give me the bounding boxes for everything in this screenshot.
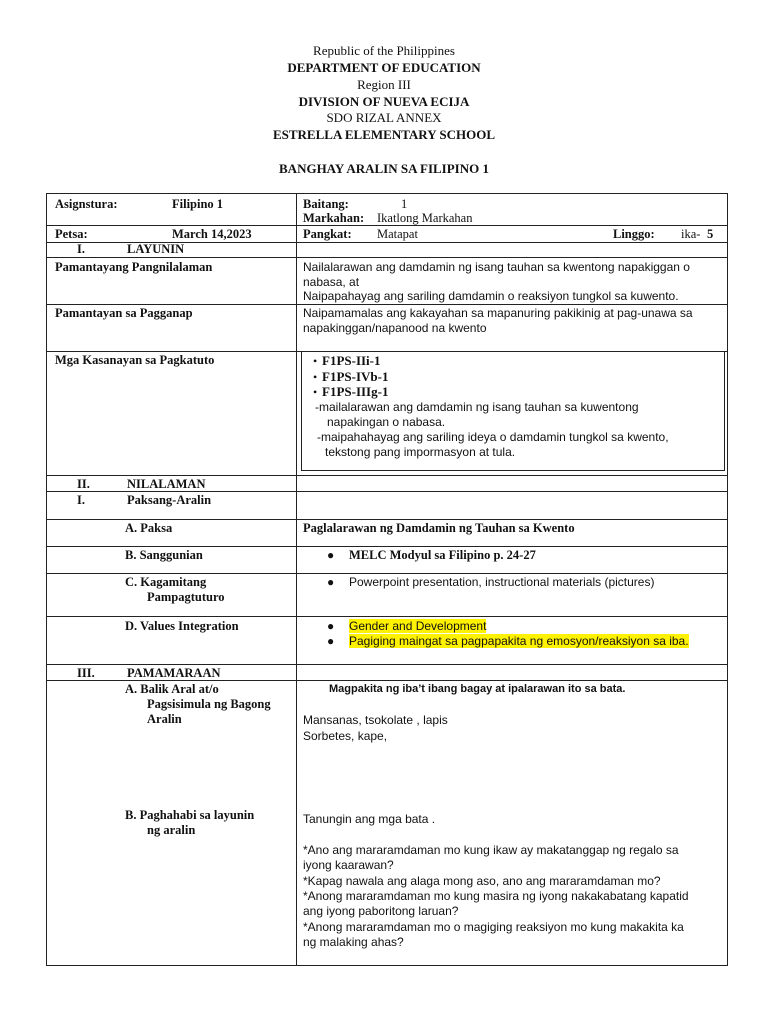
kagamitan-label: C. Kagamitang [125,575,207,589]
pagganap-line: napakinggan/napanood na kwento [303,321,487,335]
column-divider [296,194,297,965]
paksa-label: A. Paksa [125,521,173,535]
pamamaraan-title: PAMAMARAAN [127,666,221,680]
header-region: Region III [357,77,411,92]
competency-code: F1PS-IVb-1 [322,369,389,384]
competency-code: F1PS-IIi-1 [322,353,381,368]
bullet-icon: • [313,370,318,384]
pamantayang-line: Nailalarawan ang damdamin ng isang tauhan sa kwentong napakiggan o [303,260,690,274]
bullet-icon: ● [327,548,335,562]
nilalaman-number: II. [77,477,90,491]
sanggunian-value: MELC Modyul sa Filipino p. 24-27 [349,548,536,562]
question-line: *Kapag nawala ang alaga mong aso, ano ang mararamdaman mo? [303,874,661,888]
markahan-value: Ikatlong Markahan [377,211,473,225]
asignatura-value: Filipino 1 [172,197,224,211]
balik-aral-label: A. Balik Aral at/o [125,682,219,696]
question-line: ang iyong paboritong laruan? [303,904,459,918]
balik-aral-label: Aralin [147,712,182,726]
bullet-icon: ● [327,634,335,648]
row-divider [47,304,727,305]
bullet-icon: • [313,354,318,368]
balik-aral-items: Mansanas, tsokolate , lapis [303,713,448,727]
layunin-title: LAYUNIN [127,242,185,256]
values-label: D. Values Integration [125,619,239,633]
paksang-aralin-number: I. [77,493,85,507]
linggo-prefix: ika- [681,227,701,241]
question-line: *Ano ang mararamdaman mo kung ikaw ay makatanggap ng regalo sa [303,843,679,857]
header-deped: DEPARTMENT OF EDUCATION [287,60,481,75]
values-item: Gender and Development [349,619,487,633]
question-line: *Anong mararamdaman mo o magiging reaksiyon mo kung makakita ka [303,920,684,934]
row-divider [47,546,727,547]
page-title: BANGHAY ARALIN SA FILIPINO 1 [279,161,489,176]
linggo-label: Linggo: [613,227,655,241]
values-item: Pagiging maingat sa pagpapakita ng emosyon/reaksiyon sa iba. [349,634,689,648]
lesson-plan-table [46,193,728,966]
baitang-label: Baitang: [303,197,349,211]
bullet-icon: • [313,385,318,399]
pamamaraan-number: III. [77,666,95,680]
balik-aral-instruction: Magpakita ng iba’t ibang bagay at ipalarawan ito sa bata. [329,683,626,695]
kasanayan-label: Mga Kasanayan sa Pagkatuto [55,353,215,367]
layunin-number: I. [77,242,85,256]
balik-aral-items: Sorbetes, kape, [303,729,388,743]
sanggunian-label: B. Sanggunian [125,548,203,562]
petsa-label: Petsa: [55,227,88,241]
paghahabi-label: B. Paghahabi sa layunin [125,808,255,822]
row-divider [47,475,727,476]
header-sdo: SDO RIZAL ANNEX [326,110,442,125]
kasanayan-line: -mailalarawan ang damdamin ng isang tauhan sa kuwentong [315,400,639,414]
competency-code: F1PS-IIIg-1 [322,384,389,399]
bullet-icon: ● [327,619,335,633]
pangkat-value: Matapat [377,227,418,241]
petsa-value: March 14,2023 [172,227,252,241]
baitang-value: 1 [401,197,408,211]
paksang-aralin-title: Paksang-Aralin [127,493,212,507]
row-divider [47,616,727,617]
kagamitan-value: Powerpoint presentation, instructional materials (pictures) [349,575,655,589]
header-division: DIVISION OF NUEVA ECIJA [298,94,470,109]
row-divider [47,257,727,258]
pamantayang-line: nabasa, at [303,275,360,289]
bullet-icon: ● [327,575,335,589]
header-school: ESTRELLA ELEMENTARY SCHOOL [272,127,496,142]
question-line: iyong kaarawan? [303,858,394,872]
paksa-value: Paglalarawan ng Damdamin ng Tauhan sa Kwento [303,521,575,535]
question-line: *Anong mararamdaman mo kung masira ng iyong nakakabatang kapatid [303,889,689,903]
pagganap-label: Pamantayan sa Pagganap [55,306,193,320]
markahan-label: Markahan: [303,211,365,225]
kagamitan-label: Pampagtuturo [147,590,225,604]
balik-aral-label: Pagsisimula ng Bagong [147,697,271,711]
linggo-value: 5 [707,227,714,241]
paghahabi-label: ng aralin [147,823,196,837]
kasanayan-line: napakingan o nabasa. [327,415,446,429]
header-republic: Republic of the Philippines [313,43,455,58]
pagganap-line: Naipamamalas ang kakayahan sa mapanuring pakikinig at pag-unawa sa [303,306,693,320]
pamantayang-line: Naipapahayag ang sariling damdamin o reaksiyon tungkol sa kuwento. [303,289,679,303]
row-divider [47,519,727,520]
kasanayan-line: -maipahahayag ang sariling ideya o damdamin tungkol sa kwento, [317,430,669,444]
row-divider [47,573,727,574]
kasanayan-line: tekstong pang impormasyon at tula. [325,445,516,459]
row-divider [47,664,727,665]
asignatura-label: Asignstura: [55,197,118,211]
nilalaman-title: NILALAMAN [127,477,206,491]
pangkat-label: Pangkat: [303,227,352,241]
paghahabi-intro: Tanungin ang mga bata . [303,812,436,826]
pamantayang-label: Pamantayang Pangnilalaman [55,260,213,274]
question-line: ng malaking ahas? [303,935,404,949]
